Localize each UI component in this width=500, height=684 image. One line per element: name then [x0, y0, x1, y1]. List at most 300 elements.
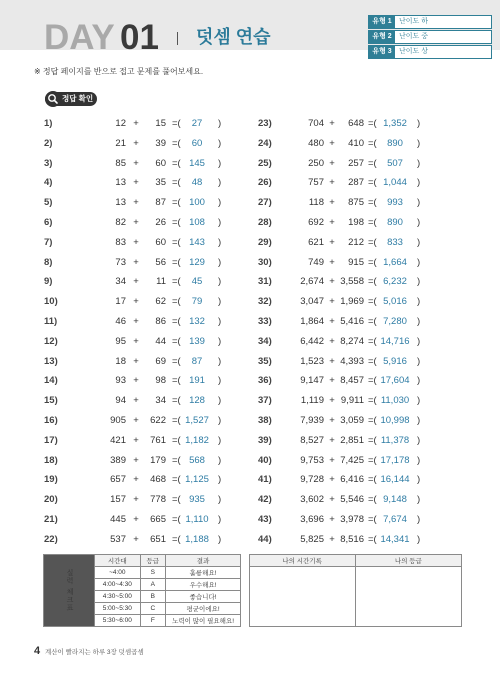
plus-sign: + — [329, 316, 335, 327]
addend-first: 537 — [110, 533, 126, 545]
answer-value: 139 — [189, 335, 205, 347]
equals-open: =( — [172, 118, 181, 129]
addend-first: 34 — [115, 276, 126, 288]
problem-number: 32) — [258, 296, 272, 308]
close-paren: ) — [218, 335, 222, 347]
answer-check-badge — [45, 92, 97, 106]
problem-item — [44, 117, 222, 131]
score-check-panel — [43, 554, 462, 625]
addend-second: 2,851 — [340, 434, 364, 446]
plus-sign: + — [133, 454, 139, 466]
answer-value: 45 — [191, 276, 203, 288]
plus-sign: + — [329, 355, 335, 367]
addend-first: 3,696 — [300, 514, 324, 525]
addend-first: 17 — [115, 296, 126, 308]
time-cell: ~4:00 — [95, 567, 141, 579]
addend-second: 15 — [155, 118, 166, 129]
difficulty-type-label: 유형 3 — [369, 46, 395, 58]
close-paren: ) — [218, 474, 222, 486]
addend-second: 98 — [155, 375, 166, 387]
addend-first: 480 — [308, 137, 324, 149]
problem-number: 16) — [44, 415, 58, 426]
close-paren: ) — [218, 276, 222, 288]
problem-item — [258, 236, 458, 250]
addend-second: 778 — [150, 494, 166, 506]
addend-first: 3,047 — [300, 296, 324, 308]
problem-item — [44, 335, 222, 349]
result-cell: 좋습니다! — [166, 591, 241, 603]
problem-number: 30) — [258, 256, 272, 268]
close-paren: ) — [417, 157, 421, 169]
problem-number: 39) — [258, 434, 272, 446]
problem-item — [44, 196, 222, 210]
plus-sign: + — [329, 217, 335, 228]
addend-second: 4,393 — [340, 355, 364, 367]
close-paren: ) — [218, 533, 222, 545]
equals-open: =( — [368, 533, 377, 545]
problem-number: 27) — [258, 197, 272, 209]
close-paren: ) — [417, 474, 421, 486]
close-paren: ) — [417, 197, 421, 209]
close-paren: ) — [218, 256, 222, 268]
answer-value: 6,232 — [383, 276, 407, 288]
answer-value: 935 — [189, 494, 205, 506]
close-paren: ) — [218, 177, 222, 189]
problem-item — [44, 533, 222, 547]
addend-first: 1,864 — [300, 316, 324, 327]
score-table — [43, 554, 462, 627]
addend-second: 56 — [155, 256, 166, 268]
answer-value: 1,044 — [383, 177, 407, 189]
table-row — [44, 567, 462, 579]
answer-value: 1,352 — [383, 118, 407, 129]
answer-value: 1,182 — [185, 434, 209, 446]
result-cell: 훌륭해요! — [166, 567, 241, 579]
plus-sign: + — [133, 533, 139, 545]
equals-open: =( — [172, 533, 181, 545]
addend-first: 2,674 — [300, 276, 324, 288]
answer-value: 87 — [191, 355, 203, 367]
addend-second: 651 — [150, 533, 166, 545]
problem-item — [44, 295, 222, 309]
problem-number: 44) — [258, 533, 272, 545]
grade-cell: A — [140, 579, 165, 591]
result-cell: 평균이에요! — [166, 603, 241, 615]
answer-value: 143 — [189, 236, 205, 248]
plus-sign: + — [133, 375, 139, 387]
problem-number: 21) — [44, 514, 58, 525]
plus-sign: + — [133, 335, 139, 347]
equals-open: =( — [368, 335, 377, 347]
addend-first: 21 — [115, 137, 126, 149]
addend-second: 665 — [150, 514, 166, 525]
problem-number: 40) — [258, 454, 272, 466]
addend-first: 250 — [308, 157, 324, 169]
equals-open: =( — [172, 177, 181, 189]
addend-first: 704 — [308, 118, 324, 129]
answer-value: 11,378 — [380, 434, 410, 446]
close-paren: ) — [218, 236, 222, 248]
equals-open: =( — [172, 434, 181, 446]
plus-sign: + — [329, 157, 335, 169]
answer-value: 60 — [191, 137, 203, 149]
problem-item — [258, 473, 458, 487]
problem-number: 5) — [44, 197, 53, 209]
addend-first: 1,523 — [300, 355, 324, 367]
grade-cell: B — [140, 591, 165, 603]
problem-number: 9) — [44, 276, 53, 288]
equals-open: =( — [172, 474, 181, 486]
addend-second: 39 — [155, 137, 166, 149]
problem-number: 43) — [258, 514, 272, 525]
plus-sign: + — [329, 197, 335, 209]
problem-item — [44, 157, 222, 171]
addend-second: 9,911 — [340, 395, 364, 407]
plus-sign: + — [329, 474, 335, 486]
addend-second: 761 — [150, 434, 166, 446]
equals-open: =( — [368, 217, 377, 228]
problem-number: 19) — [44, 474, 58, 486]
plus-sign: + — [329, 434, 335, 446]
plus-sign: + — [133, 355, 139, 367]
close-paren: ) — [417, 137, 421, 149]
addend-first: 389 — [110, 454, 126, 466]
problem-item — [258, 335, 458, 349]
addend-second: 648 — [348, 118, 364, 129]
addend-second: 26 — [155, 217, 166, 228]
answer-value: 145 — [189, 157, 205, 169]
my-time-record-cell[interactable] — [249, 567, 355, 627]
difficulty-level-1 — [368, 15, 492, 29]
plus-sign: + — [133, 395, 139, 407]
answer-value: 108 — [189, 217, 205, 228]
equals-open: =( — [368, 296, 377, 308]
addend-second: 8,457 — [340, 375, 364, 387]
addend-first: 757 — [308, 177, 324, 189]
equals-open: =( — [172, 375, 181, 387]
equals-open: =( — [368, 434, 377, 446]
instruction-note: ※ 정답 페이지를 반으로 접고 문제를 풀어보세요. — [34, 67, 204, 76]
close-paren: ) — [417, 335, 421, 347]
plus-sign: + — [329, 118, 335, 129]
table-gap — [241, 555, 249, 567]
equals-open: =( — [172, 415, 181, 426]
problem-item — [258, 454, 458, 468]
plus-sign: + — [329, 256, 335, 268]
addend-first: 749 — [308, 256, 324, 268]
problem-item — [44, 275, 222, 289]
plus-sign: + — [133, 296, 139, 308]
title-divider — [177, 32, 178, 45]
addend-second: 915 — [348, 256, 364, 268]
addend-first: 421 — [110, 434, 126, 446]
close-paren: ) — [218, 375, 222, 387]
addend-first: 93 — [115, 375, 126, 387]
answer-value: 79 — [191, 296, 203, 308]
addend-second: 875 — [348, 197, 364, 209]
addend-second: 35 — [155, 177, 166, 189]
close-paren: ) — [417, 256, 421, 268]
answer-value: 17,178 — [380, 454, 410, 466]
problem-item — [44, 473, 222, 487]
problem-number: 4) — [44, 177, 53, 189]
answer-value: 11,030 — [380, 395, 410, 407]
close-paren: ) — [417, 276, 421, 288]
problem-item — [258, 355, 458, 369]
addend-second: 5,416 — [340, 316, 364, 327]
equals-open: =( — [368, 395, 377, 407]
answer-value: 890 — [387, 137, 403, 149]
close-paren: ) — [417, 236, 421, 248]
plus-sign: + — [133, 236, 139, 248]
addend-second: 212 — [348, 236, 364, 248]
plus-sign: + — [133, 434, 139, 446]
equals-open: =( — [172, 197, 181, 209]
close-paren: ) — [417, 415, 421, 426]
equals-open: =( — [172, 355, 181, 367]
equals-open: =( — [368, 454, 377, 466]
equals-open: =( — [368, 355, 377, 367]
time-cell: 5:30~6:00 — [95, 615, 141, 627]
addend-first: 95 — [115, 335, 126, 347]
plus-sign: + — [133, 177, 139, 189]
addend-second: 257 — [348, 157, 364, 169]
close-paren: ) — [218, 118, 222, 129]
addend-second: 60 — [155, 157, 166, 169]
equals-open: =( — [172, 256, 181, 268]
addend-first: 6,442 — [300, 335, 324, 347]
problem-item — [258, 374, 458, 388]
addend-second: 3,978 — [340, 514, 364, 525]
addend-first: 8,527 — [300, 434, 324, 446]
addend-first: 1,119 — [300, 395, 324, 407]
grade-cell: C — [140, 603, 165, 615]
plus-sign: + — [329, 533, 335, 545]
col-header-result: 결과 — [166, 555, 241, 567]
problem-item — [44, 454, 222, 468]
addend-second: 3,558 — [340, 276, 364, 288]
answer-value: 7,280 — [383, 316, 407, 327]
addend-first: 18 — [115, 355, 126, 367]
answer-value: 48 — [191, 177, 203, 189]
plus-sign: + — [329, 395, 335, 407]
close-paren: ) — [218, 157, 222, 169]
addend-first: 13 — [115, 177, 126, 189]
problem-number: 8) — [44, 256, 53, 268]
close-paren: ) — [417, 375, 421, 387]
difficulty-type-label: 유형 2 — [369, 31, 395, 43]
problem-item — [258, 157, 458, 171]
equals-open: =( — [368, 236, 377, 248]
equals-open: =( — [368, 118, 377, 129]
answer-value: 890 — [387, 217, 403, 228]
problem-number: 2) — [44, 137, 53, 149]
close-paren: ) — [218, 434, 222, 446]
problem-item — [44, 176, 222, 190]
difficulty-value: 난이도 중 — [399, 33, 428, 40]
problem-item — [44, 414, 222, 428]
close-paren: ) — [218, 296, 222, 308]
plus-sign: + — [329, 137, 335, 149]
answer-value: 1,188 — [185, 533, 209, 545]
problem-number: 22) — [44, 533, 58, 545]
addend-second: 34 — [155, 395, 166, 407]
problem-number: 26) — [258, 177, 272, 189]
equals-open: =( — [368, 415, 377, 426]
problem-number: 23) — [258, 118, 272, 129]
problem-item — [258, 434, 458, 448]
addend-first: 3,602 — [300, 494, 324, 506]
problem-number: 29) — [258, 236, 272, 248]
answer-value: 993 — [387, 197, 403, 209]
plus-sign: + — [133, 197, 139, 209]
equals-open: =( — [368, 514, 377, 525]
addend-first: 9,753 — [300, 454, 324, 466]
equals-open: =( — [172, 494, 181, 506]
plus-sign: + — [329, 494, 335, 506]
addend-second: 3,059 — [340, 415, 364, 426]
grade-cell: S — [140, 567, 165, 579]
addend-second: 468 — [150, 474, 166, 486]
answer-value: 16,144 — [380, 474, 410, 486]
time-cell: 5:00~5:30 — [95, 603, 141, 615]
close-paren: ) — [218, 217, 222, 228]
addend-second: 86 — [155, 316, 166, 327]
equals-open: =( — [368, 137, 377, 149]
problem-item — [258, 117, 458, 131]
close-paren: ) — [218, 137, 222, 149]
addend-first: 692 — [308, 217, 324, 228]
problem-number: 31) — [258, 276, 272, 288]
problem-number: 20) — [44, 494, 58, 506]
addend-second: 44 — [155, 335, 166, 347]
close-paren: ) — [218, 316, 222, 327]
close-paren: ) — [417, 533, 421, 545]
plus-sign: + — [133, 217, 139, 228]
footer-book-title: 계산이 빨라지는 하루 3장 덧셈곱셈 — [45, 649, 144, 656]
addend-first: 73 — [115, 256, 126, 268]
addend-second: 69 — [155, 355, 166, 367]
answer-value: 1,125 — [185, 474, 209, 486]
problem-item — [258, 493, 458, 507]
my-grade-cell[interactable] — [355, 567, 461, 627]
table-gap — [241, 567, 249, 627]
plus-sign: + — [133, 474, 139, 486]
addend-first: 657 — [110, 474, 126, 486]
equals-open: =( — [172, 296, 181, 308]
addend-second: 179 — [150, 454, 166, 466]
equals-open: =( — [368, 197, 377, 209]
problem-item — [44, 236, 222, 250]
addend-second: 1,969 — [340, 296, 364, 308]
problem-number: 18) — [44, 454, 58, 466]
problem-number: 34) — [258, 335, 272, 347]
problem-item — [258, 275, 458, 289]
plus-sign: + — [329, 375, 335, 387]
equals-open: =( — [368, 157, 377, 169]
problem-number: 3) — [44, 157, 53, 169]
equals-open: =( — [172, 276, 181, 288]
problem-number: 12) — [44, 335, 58, 347]
problem-item — [44, 513, 222, 527]
answer-value: 191 — [189, 375, 205, 387]
problem-number: 15) — [44, 395, 58, 407]
problem-number: 35) — [258, 355, 272, 367]
problem-item — [258, 295, 458, 309]
problem-number: 42) — [258, 494, 272, 506]
problem-number: 36) — [258, 375, 272, 387]
difficulty-level-2 — [368, 30, 492, 44]
col-header-grade: 등급 — [140, 555, 165, 567]
equals-open: =( — [368, 474, 377, 486]
plus-sign: + — [329, 177, 335, 189]
time-cell: 4:30~5:00 — [95, 591, 141, 603]
plus-sign: + — [133, 157, 139, 169]
plus-sign: + — [329, 454, 335, 466]
answer-value: 507 — [387, 157, 403, 169]
answer-value: 568 — [189, 454, 205, 466]
answer-value: 1,527 — [185, 415, 209, 426]
answer-value: 1,110 — [185, 514, 209, 525]
addend-second: 7,425 — [340, 454, 364, 466]
plus-sign: + — [329, 335, 335, 347]
addend-first: 13 — [115, 197, 126, 209]
problem-item — [258, 216, 458, 230]
addend-second: 410 — [348, 137, 364, 149]
problem-item — [44, 493, 222, 507]
problem-item — [258, 256, 458, 270]
addend-second: 287 — [348, 177, 364, 189]
problem-item — [258, 394, 458, 408]
plus-sign: + — [133, 514, 139, 525]
difficulty-type-label: 유형 1 — [369, 16, 395, 28]
problem-item — [44, 394, 222, 408]
addend-second: 198 — [348, 217, 364, 228]
answer-value: 129 — [189, 256, 205, 268]
plus-sign: + — [133, 137, 139, 149]
answer-value: 1,664 — [383, 256, 407, 268]
answer-value: 833 — [387, 236, 403, 248]
close-paren: ) — [417, 454, 421, 466]
problem-number: 28) — [258, 217, 272, 228]
equals-open: =( — [172, 316, 181, 327]
problem-item — [258, 414, 458, 428]
page-number: 4 — [34, 645, 41, 657]
addend-first: 445 — [110, 514, 126, 525]
score-table-side-label: 실력 체크표 — [44, 555, 95, 627]
addend-second: 6,416 — [340, 474, 364, 486]
equals-open: =( — [172, 236, 181, 248]
answer-value: 10,998 — [380, 415, 410, 426]
equals-open: =( — [172, 454, 181, 466]
addend-first: 7,939 — [300, 415, 324, 426]
plus-sign: + — [329, 415, 335, 426]
problem-number: 25) — [258, 157, 272, 169]
problem-number: 41) — [258, 474, 272, 486]
close-paren: ) — [417, 316, 421, 327]
problem-number: 14) — [44, 375, 58, 387]
plus-sign: + — [329, 296, 335, 308]
page-header — [0, 0, 500, 57]
answer-value: 128 — [189, 395, 205, 407]
answer-value: 5,916 — [383, 355, 407, 367]
day-label: DAY — [44, 18, 115, 57]
close-paren: ) — [218, 514, 222, 525]
problem-number: 37) — [258, 395, 272, 407]
plus-sign: + — [329, 514, 335, 525]
addend-first: 621 — [308, 236, 324, 248]
problem-item — [44, 355, 222, 369]
